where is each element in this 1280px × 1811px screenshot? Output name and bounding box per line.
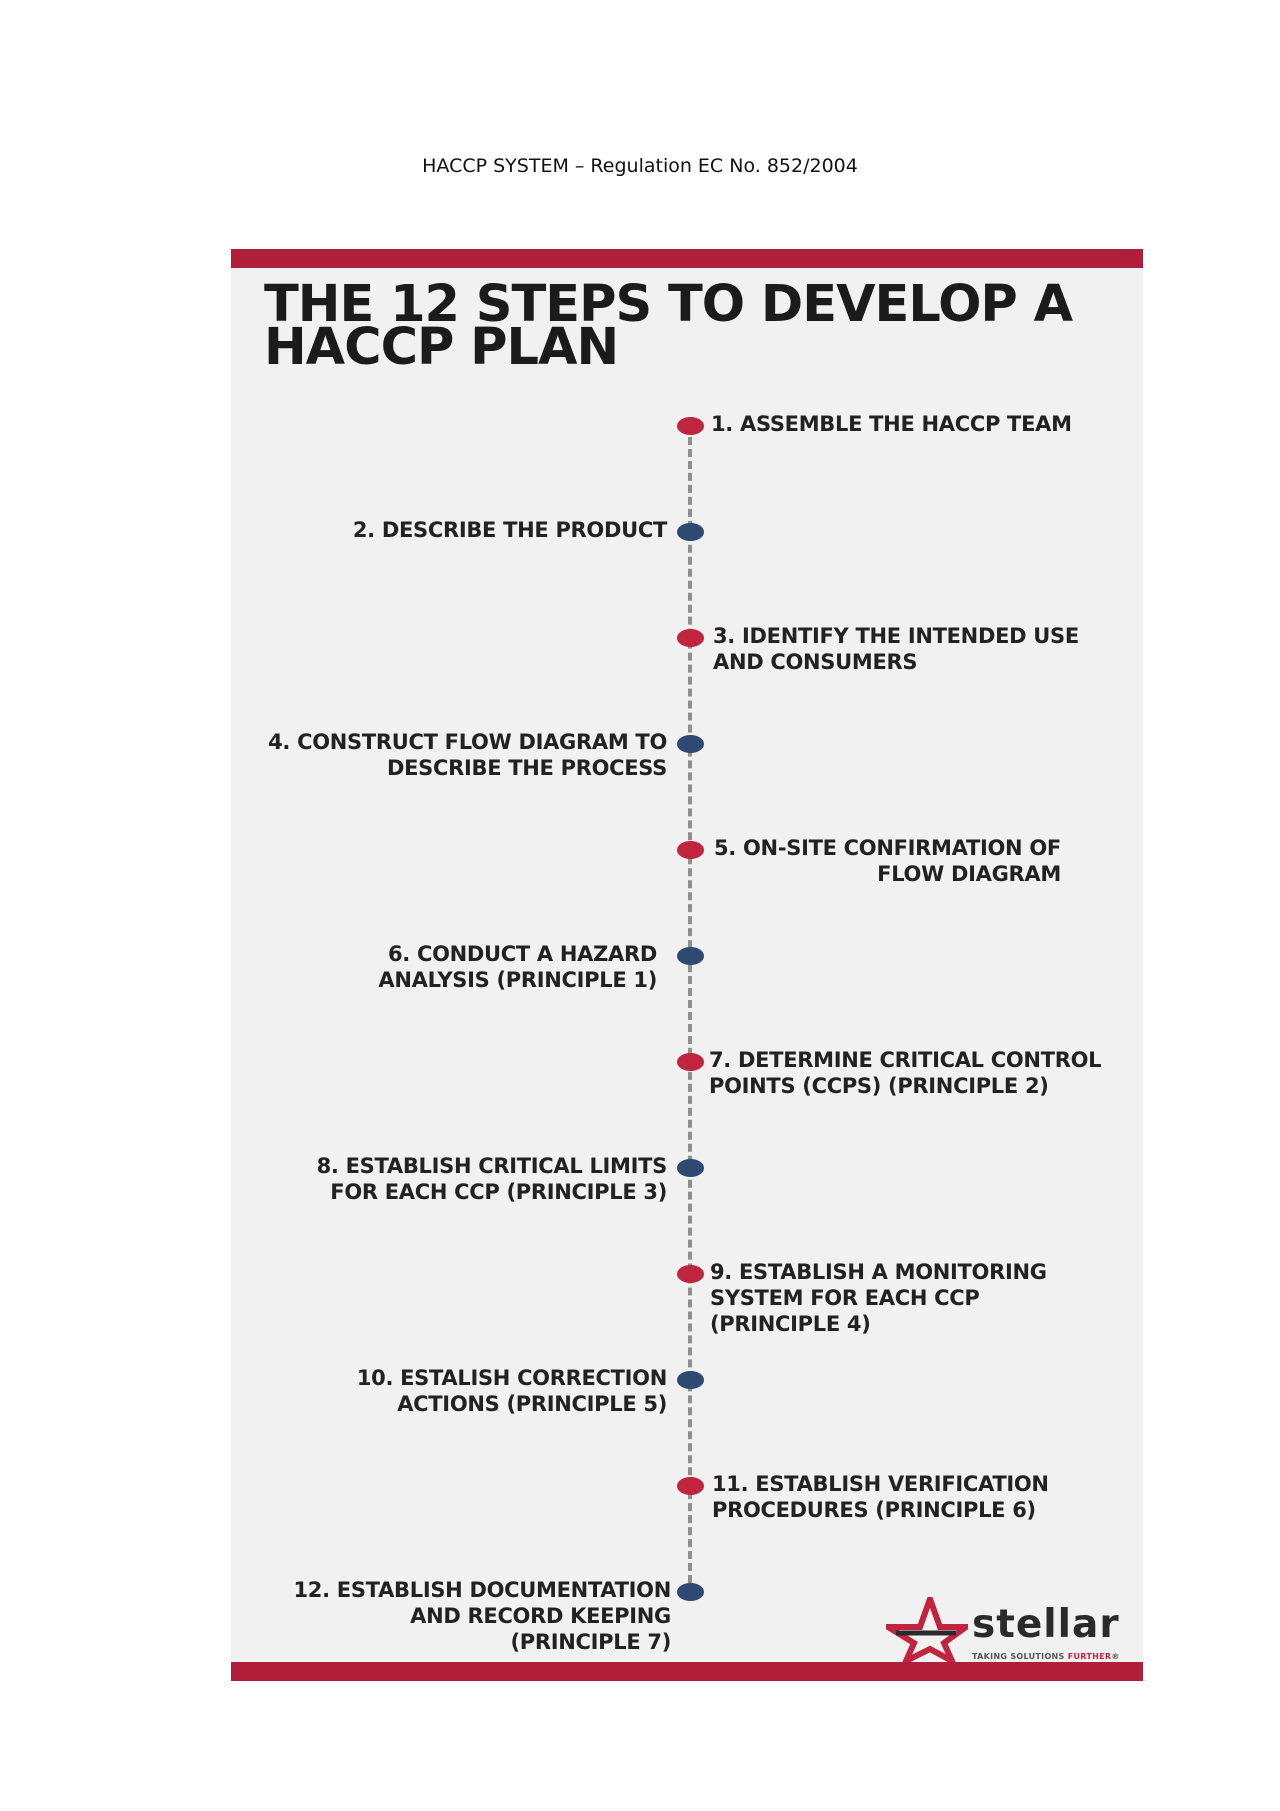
- step-7-marker: [677, 1053, 704, 1071]
- step-9-line-1: 9. ESTABLISH A MONITORING: [710, 1260, 1047, 1284]
- step-5-line-1: 5. ON-SITE CONFIRMATION OF: [714, 836, 1061, 860]
- haccp-infographic: [231, 249, 1143, 1681]
- page-header: HACCP SYSTEM – Regulation EC No. 852/2004: [422, 155, 858, 177]
- step-2-label: [353, 517, 667, 543]
- step-2-marker: [677, 523, 704, 541]
- step-4-label: [268, 729, 667, 781]
- step-12-line-2: AND RECORD KEEPING: [410, 1604, 671, 1628]
- stellar-logo: [886, 1597, 1141, 1669]
- logo-tagline: [972, 1652, 1120, 1661]
- step-9-marker: [677, 1265, 704, 1283]
- timeline-spine: [688, 425, 692, 1595]
- step-10-line-2: ACTIONS (PRINCIPLE 5): [397, 1392, 667, 1416]
- step-8-line-1: 8. ESTABLISH CRITICAL LIMITS: [316, 1154, 667, 1178]
- step-12-label: [294, 1577, 672, 1655]
- tagline-highlight: FURTHER: [1067, 1652, 1112, 1661]
- top-accent-bar: [231, 249, 1143, 268]
- step-5-label: [714, 835, 1061, 887]
- step-7-line-2: POINTS (CCPS) (PRINCIPLE 2): [709, 1074, 1049, 1098]
- step-12-line-1: 12. ESTABLISH DOCUMENTATION: [293, 1578, 671, 1602]
- step-6-line-2: ANALYSIS (PRINCIPLE 1): [378, 968, 657, 992]
- step-3-line-2: AND CONSUMERS: [713, 650, 918, 674]
- step-1-line-1: 1. ASSEMBLE THE HACCP TEAM: [711, 412, 1072, 436]
- step-8-label: [317, 1153, 667, 1205]
- star-icon: [886, 1597, 968, 1663]
- title-line-2: HACCP PLAN: [264, 318, 619, 377]
- step-11-line-2: PROCEDURES (PRINCIPLE 6): [712, 1498, 1036, 1522]
- step-10-label: [357, 1365, 667, 1417]
- step-3-line-1: 3. IDENTIFY THE INTENDED USE: [713, 624, 1079, 648]
- step-6-line-1: 6. CONDUCT A HAZARD: [387, 942, 657, 966]
- infographic-title: [264, 275, 1084, 377]
- title-line-1: THE 12 STEPS TO DEVELOP A: [264, 275, 1073, 334]
- bottom-accent-bar: [231, 1662, 1143, 1681]
- step-1-label: [711, 411, 1072, 437]
- step-11-line-1: 11. ESTABLISH VERIFICATION: [712, 1472, 1049, 1496]
- step-9-label: [710, 1259, 1047, 1337]
- step-10-line-1: 10. ESTALISH CORRECTION: [356, 1366, 667, 1390]
- step-7-label: [709, 1047, 1101, 1099]
- step-6-marker: [677, 947, 704, 965]
- step-11-label: [712, 1471, 1049, 1523]
- tagline-main: TAKING SOLUTIONS: [972, 1652, 1068, 1661]
- step-4-marker: [677, 735, 704, 753]
- step-1-marker: [677, 417, 704, 435]
- step-3-marker: [677, 629, 704, 647]
- step-4-line-2: DESCRIBE THE PROCESS: [387, 756, 667, 780]
- step-6-label: [378, 941, 657, 993]
- step-12-line-3: (PRINCIPLE 7): [510, 1630, 671, 1654]
- step-11-marker: [677, 1477, 704, 1495]
- step-9-line-2: SYSTEM FOR EACH CCP: [710, 1286, 980, 1310]
- step-8-marker: [677, 1159, 704, 1177]
- step-4-line-1: 4. CONSTRUCT FLOW DIAGRAM TO: [268, 730, 667, 754]
- step-2-line-1: 2. DESCRIBE THE PRODUCT: [352, 518, 667, 542]
- step-3-label: [713, 623, 1079, 675]
- step-12-marker: [677, 1583, 704, 1601]
- step-7-line-1: 7. DETERMINE CRITICAL CONTROL: [709, 1048, 1102, 1072]
- step-8-line-2: FOR EACH CCP (PRINCIPLE 3): [330, 1180, 667, 1204]
- step-5-line-2: FLOW DIAGRAM: [877, 862, 1061, 886]
- step-9-line-3: (PRINCIPLE 4): [710, 1312, 871, 1336]
- logo-wordmark: stellar: [972, 1602, 1120, 1647]
- tagline-mark: ®: [1111, 1652, 1120, 1661]
- step-5-marker: [677, 841, 704, 859]
- step-10-marker: [677, 1371, 704, 1389]
